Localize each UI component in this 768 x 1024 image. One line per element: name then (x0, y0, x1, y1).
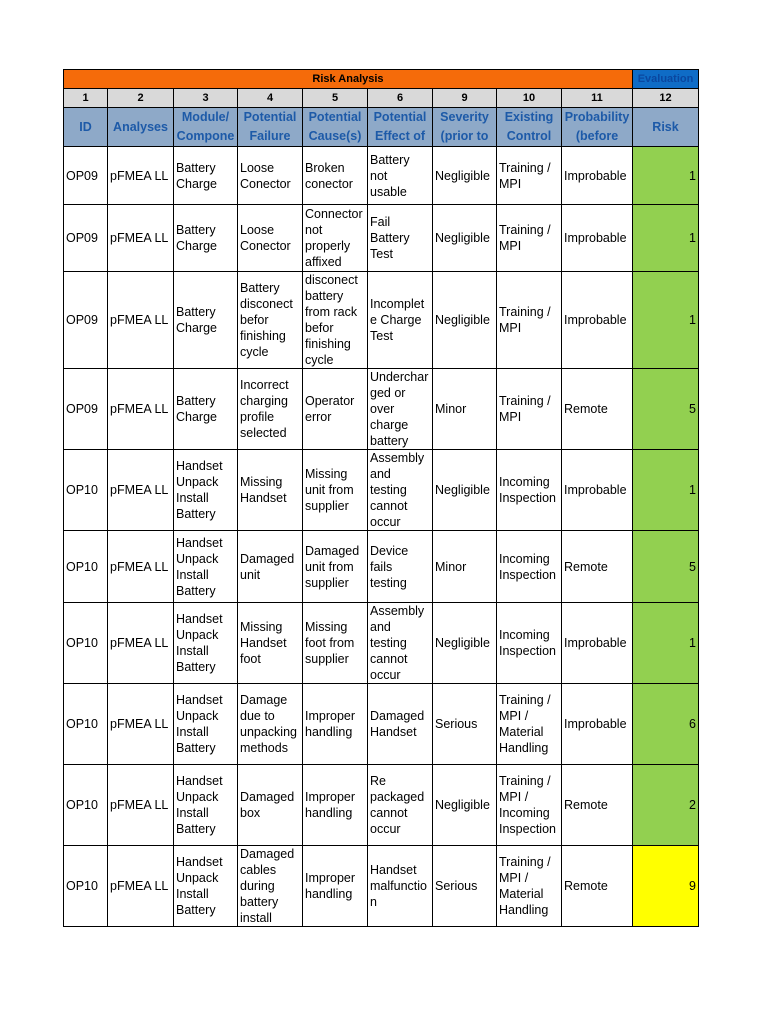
cell-text: Handset Unpack Install Battery (176, 459, 223, 521)
effect-cell (368, 684, 433, 765)
cell-text: 1 (689, 168, 696, 183)
severity-cell (433, 369, 497, 450)
probability-cell (562, 205, 633, 272)
cell-text: Improbable (564, 168, 627, 183)
cause-cell (303, 450, 368, 531)
analyses-cell (108, 765, 174, 846)
cell-text: 2 (689, 798, 696, 812)
control-cell (497, 765, 562, 846)
failure-cell (238, 369, 303, 450)
cell-text: Incomplet e Charge Test (370, 297, 425, 343)
id-cell (64, 846, 108, 927)
cell-text: Re packaged cannot occur (370, 774, 425, 836)
id-cell (64, 272, 108, 369)
cell-text: OP10 (66, 559, 98, 574)
effect-cell (368, 369, 433, 450)
column-number-cell: 6 (368, 89, 433, 108)
risk-cell (633, 765, 699, 846)
cell-text: Serious (435, 879, 478, 893)
cell-text: OP09 (66, 313, 98, 327)
column-header-line: Analyses (113, 119, 168, 134)
column-header-cell (562, 108, 633, 147)
control-cell (497, 846, 562, 927)
table-row (64, 147, 699, 205)
cell-text: Missing Handset (240, 475, 287, 505)
risk-cell (633, 272, 699, 369)
failure-cell (238, 450, 303, 531)
cell-text: Negligible (435, 636, 490, 650)
column-header-line: Potential (308, 110, 362, 124)
module-cell (174, 205, 238, 272)
cell-text: Battery Charge (176, 394, 217, 424)
cell-text: Improbable (564, 313, 627, 327)
column-header-cell (497, 108, 562, 147)
column-header-line: Compone (176, 129, 235, 143)
module-cell (174, 369, 238, 450)
id-cell (64, 684, 108, 765)
cell-text: OP09 (66, 402, 98, 416)
cell-text: Training / MPI (499, 223, 551, 253)
effect-cell (368, 205, 433, 272)
cell-text: Negligible (435, 231, 490, 245)
cell-text: Remote (564, 879, 608, 893)
control-cell (497, 450, 562, 531)
cell-text: Remote (564, 798, 608, 812)
severity-cell (433, 603, 497, 684)
cell-text: Loose Conector (240, 223, 291, 253)
cell-text: Battery Charge (176, 223, 217, 253)
column-header-cell (238, 108, 303, 147)
cell-text: Underchar ged or over charge battery (370, 370, 429, 448)
risk-cell (633, 846, 699, 927)
column-number-cell: 1 (64, 89, 108, 108)
severity-cell (433, 765, 497, 846)
cell-text: Operator error (305, 394, 355, 424)
module-cell (174, 846, 238, 927)
analyses-cell (108, 450, 174, 531)
cell-text: Handset Unpack Install Battery (176, 855, 223, 917)
cell-text: Improper handling (305, 871, 356, 901)
column-header-line: ID (79, 119, 92, 134)
column-header-line: Module/ (181, 110, 230, 124)
cell-text: Missing Handset foot (240, 620, 287, 666)
cell-text: Training / MPI (499, 305, 551, 335)
effect-cell (368, 603, 433, 684)
failure-cell (238, 684, 303, 765)
cell-text: Improbable (564, 636, 627, 650)
cell-text: Broken conector (305, 160, 353, 191)
table-row (64, 450, 699, 531)
control-cell (497, 603, 562, 684)
probability-cell (562, 846, 633, 927)
evaluation-title: Evaluation (633, 70, 699, 89)
severity-cell (433, 272, 497, 369)
risk-cell (633, 147, 699, 205)
cell-text: Battery not usable (370, 152, 410, 199)
cell-text: Training / MPI (499, 394, 551, 424)
table-row (64, 369, 699, 450)
control-cell (497, 147, 562, 205)
analyses-cell (108, 603, 174, 684)
cell-text: 9 (689, 879, 696, 893)
cell-text: 1 (689, 636, 696, 650)
effect-cell (368, 531, 433, 603)
cell-text: pFMEA LL (110, 879, 169, 893)
column-header-line: Cause(s) (308, 129, 362, 143)
cell-text: Assembly and testing cannot occur (370, 451, 425, 529)
failure-cell (238, 531, 303, 603)
failure-cell (238, 603, 303, 684)
column-number-cell: 12 (633, 89, 699, 108)
cell-text: Battery Charge (176, 160, 217, 191)
cell-text: Remote (564, 402, 608, 416)
cause-cell (303, 272, 368, 369)
risk-cell (633, 450, 699, 531)
analyses-cell (108, 369, 174, 450)
cell-text: Handset Unpack Install Battery (176, 693, 223, 755)
cell-text: OP10 (66, 798, 98, 812)
id-cell (64, 147, 108, 205)
cell-text: Connector not properly affixed (305, 207, 363, 269)
probability-cell (562, 765, 633, 846)
column-header-line: Potential (243, 110, 297, 124)
column-header-line: Failure (249, 129, 291, 143)
cause-cell (303, 147, 368, 205)
column-header-cell (64, 108, 108, 147)
cell-text: Incoming Inspection (499, 551, 556, 582)
cell-text: Assembly and testing cannot occur (370, 604, 425, 682)
column-header-line: (prior to (440, 129, 489, 143)
probability-cell (562, 603, 633, 684)
module-cell (174, 684, 238, 765)
module-cell (174, 531, 238, 603)
risk-cell (633, 684, 699, 765)
cell-text: 1 (689, 231, 696, 245)
cell-text: Improbable (564, 717, 627, 731)
cell-text: Handset malfunctio n (370, 863, 427, 909)
cell-text: Loose Conector (240, 160, 291, 191)
failure-cell (238, 765, 303, 846)
column-number-cell: 9 (433, 89, 497, 108)
column-header-cell (174, 108, 238, 147)
column-header-line: Existing (504, 110, 554, 124)
cell-text: Negligible (435, 168, 490, 183)
column-header-line: Severity (440, 110, 489, 124)
failure-cell (238, 846, 303, 927)
analyses-cell (108, 147, 174, 205)
column-number-cell: 5 (303, 89, 368, 108)
control-cell (497, 369, 562, 450)
table-row (64, 765, 699, 846)
severity-cell (433, 531, 497, 603)
table-row (64, 603, 699, 684)
column-header-cell (433, 108, 497, 147)
cell-text: Negligible (435, 483, 490, 497)
cell-text: Training / MPI (499, 160, 551, 191)
failure-cell (238, 272, 303, 369)
cell-text: OP09 (66, 168, 98, 183)
probability-cell (562, 684, 633, 765)
cell-text: Minor (435, 402, 467, 416)
effect-cell (368, 765, 433, 846)
id-cell (64, 531, 108, 603)
cell-text: OP09 (66, 231, 98, 245)
cell-text: Damage due to unpacking methods (240, 693, 297, 755)
control-cell (497, 684, 562, 765)
cause-cell (303, 603, 368, 684)
analyses-cell (108, 272, 174, 369)
cell-text: OP10 (66, 483, 98, 497)
cell-text: 1 (689, 313, 696, 327)
cell-text: Training / MPI / Material Handling (499, 693, 551, 755)
column-number-cell: 3 (174, 89, 238, 108)
cell-text: Improper handling (305, 790, 356, 820)
cell-text: pFMEA LL (110, 168, 169, 183)
column-number-row (64, 89, 699, 108)
cell-text: pFMEA LL (110, 402, 169, 416)
failure-cell (238, 205, 303, 272)
column-header-line: Risk (652, 119, 679, 134)
cell-text: Damaged Handset (370, 709, 425, 739)
effect-cell (368, 272, 433, 369)
cell-text: Fail Battery Test (370, 215, 410, 261)
column-header-line: Effect of (375, 129, 425, 143)
probability-cell (562, 369, 633, 450)
column-number-cell: 2 (108, 89, 174, 108)
cell-text: Improbable (564, 231, 627, 245)
risk-cell (633, 369, 699, 450)
probability-cell (562, 147, 633, 205)
id-cell (64, 205, 108, 272)
analyses-cell (108, 531, 174, 603)
cell-text: Handset Unpack Install Battery (176, 535, 223, 598)
title-row (64, 70, 699, 89)
cause-cell (303, 531, 368, 603)
cell-text: OP10 (66, 879, 98, 893)
id-cell (64, 450, 108, 531)
column-header-line: (before (575, 129, 619, 143)
cell-text: Missing unit from supplier (305, 467, 354, 513)
effect-cell (368, 147, 433, 205)
module-cell (174, 450, 238, 531)
table-row (64, 531, 699, 603)
cause-cell (303, 369, 368, 450)
column-number-cell: 11 (562, 89, 633, 108)
column-header-cell (368, 108, 433, 147)
severity-cell (433, 147, 497, 205)
cause-cell (303, 205, 368, 272)
cell-text: disconect battery from rack befor finishing cycle (305, 273, 358, 367)
cell-text: Incorrect charging profile selected (240, 378, 289, 440)
cell-text: Negligible (435, 798, 490, 812)
cause-cell (303, 684, 368, 765)
cell-text: pFMEA LL (110, 483, 169, 497)
cell-text: 5 (689, 559, 696, 574)
risk-cell (633, 531, 699, 603)
module-cell (174, 272, 238, 369)
column-number-cell: 4 (238, 89, 303, 108)
risk-cell (633, 205, 699, 272)
cell-text: Serious (435, 717, 478, 731)
cell-text: OP10 (66, 636, 98, 650)
column-header-line: Potential (373, 110, 427, 124)
cell-text: Damaged box (240, 790, 295, 820)
effect-cell (368, 450, 433, 531)
cause-cell (303, 765, 368, 846)
cell-text: Incoming Inspection (499, 475, 556, 505)
cell-text: Training / MPI / Incoming Inspection (499, 774, 556, 836)
column-header-line: Probability (564, 110, 630, 124)
failure-cell (238, 147, 303, 205)
table-row (64, 272, 699, 369)
table-row (64, 846, 699, 927)
severity-cell (433, 684, 497, 765)
cell-text: pFMEA LL (110, 313, 169, 327)
column-header-cell (108, 108, 174, 147)
id-cell (64, 765, 108, 846)
id-cell (64, 369, 108, 450)
control-cell (497, 205, 562, 272)
control-cell (497, 531, 562, 603)
cell-text: Damaged unit (240, 551, 295, 582)
cell-text: Device fails testing (370, 543, 409, 590)
table-row (64, 205, 699, 272)
module-cell (174, 765, 238, 846)
risk-analysis-table (63, 69, 699, 927)
cell-text: OP10 (66, 717, 98, 731)
cell-text: 1 (689, 483, 696, 497)
cell-text: Missing foot from supplier (305, 620, 355, 666)
cell-text: Handset Unpack Install Battery (176, 774, 223, 836)
cell-text: Handset Unpack Install Battery (176, 612, 223, 674)
severity-cell (433, 205, 497, 272)
control-cell (497, 272, 562, 369)
probability-cell (562, 450, 633, 531)
cell-text: pFMEA LL (110, 231, 169, 245)
cell-text: Improbable (564, 483, 627, 497)
risk-analysis-title: Risk Analysis (64, 70, 633, 89)
analyses-cell (108, 846, 174, 927)
cell-text: pFMEA LL (110, 798, 169, 812)
column-header-row (64, 108, 699, 147)
cell-text: pFMEA LL (110, 636, 169, 650)
cell-text: Damaged cables during battery install (240, 847, 295, 925)
cell-text: Negligible (435, 313, 490, 327)
column-number-cell: 10 (497, 89, 562, 108)
module-cell (174, 603, 238, 684)
cell-text: Incoming Inspection (499, 628, 556, 658)
module-cell (174, 147, 238, 205)
analyses-cell (108, 205, 174, 272)
risk-cell (633, 603, 699, 684)
column-header-cell (303, 108, 368, 147)
column-header-line: Control (506, 129, 552, 143)
cell-text: pFMEA LL (110, 717, 169, 731)
cell-text: Improper handling (305, 709, 356, 739)
id-cell (64, 603, 108, 684)
probability-cell (562, 531, 633, 603)
severity-cell (433, 450, 497, 531)
cell-text: 5 (689, 402, 696, 416)
severity-cell (433, 846, 497, 927)
cell-text: Minor (435, 559, 467, 574)
effect-cell (368, 846, 433, 927)
analyses-cell (108, 684, 174, 765)
cause-cell (303, 846, 368, 927)
column-header-cell (633, 108, 699, 147)
cell-text: Battery disconect befor finishing cycle (240, 281, 293, 359)
cell-text: 6 (689, 717, 696, 731)
probability-cell (562, 272, 633, 369)
cell-text: Remote (564, 559, 608, 574)
cell-text: Training / MPI / Material Handling (499, 855, 551, 917)
cell-text: Damaged unit from supplier (305, 543, 360, 590)
table-row (64, 684, 699, 765)
cell-text: pFMEA LL (110, 559, 169, 574)
cell-text: Battery Charge (176, 305, 217, 335)
